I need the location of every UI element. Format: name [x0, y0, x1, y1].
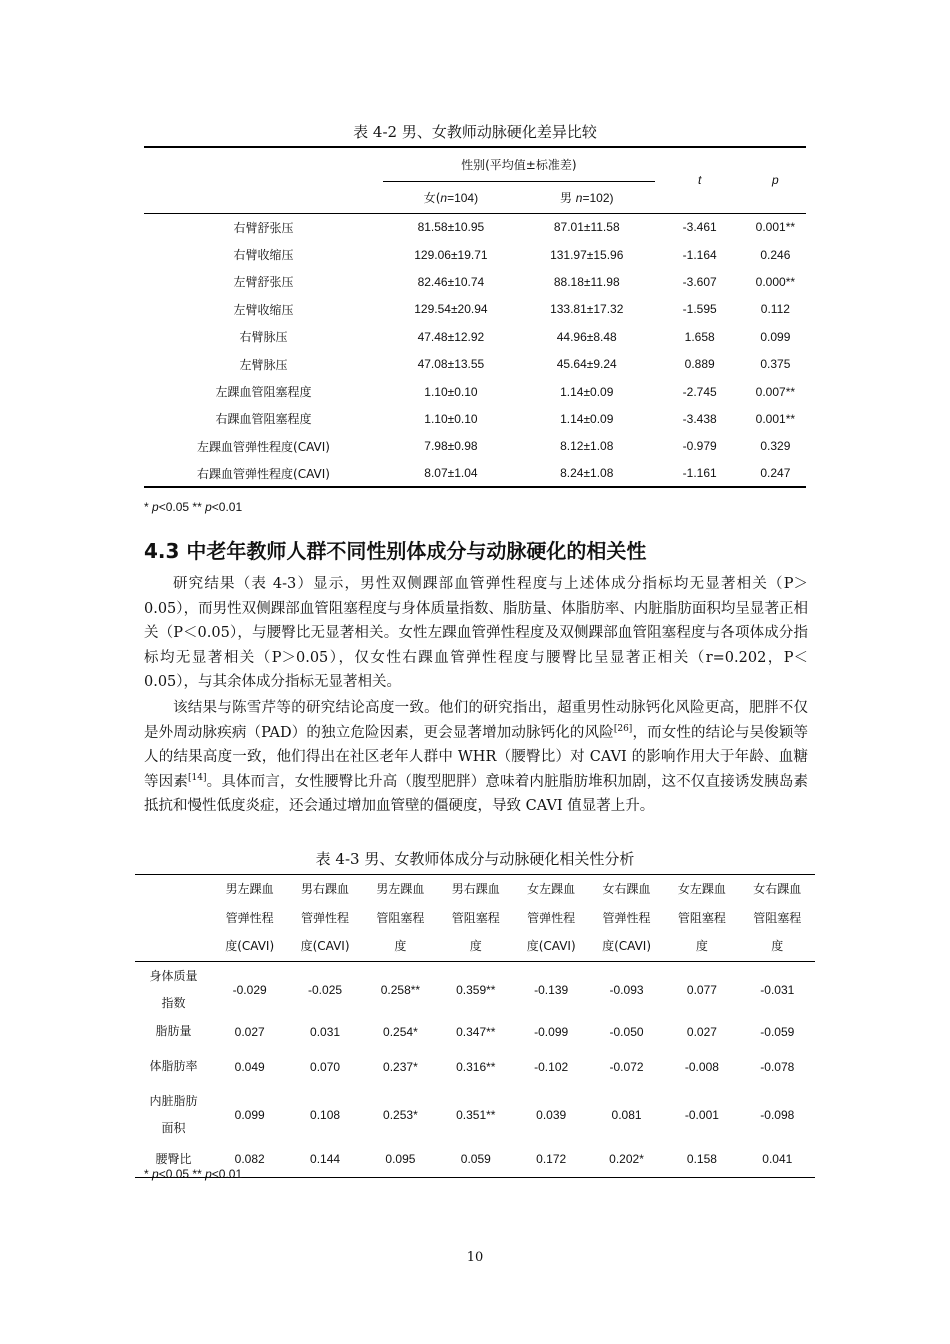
t-header: t [655, 147, 745, 213]
p-value: 0.001** [755, 411, 796, 426]
row-label [135, 1088, 212, 1142]
row-label: 左臂脉压 [239, 357, 288, 372]
table-row [135, 962, 815, 1018]
row-label-line: 指数 [161, 995, 186, 1010]
table-row [144, 296, 806, 323]
column-header [513, 875, 588, 962]
column-header [212, 875, 287, 962]
cell-value: -0.031 [760, 982, 795, 997]
cell-value: -0.139 [534, 982, 569, 997]
t-value: -1.595 [682, 302, 717, 317]
cell-value: -0.099 [534, 1024, 569, 1039]
row-label: 右踝血管弹性程度(CAVI) [144, 460, 383, 487]
row-label [135, 1018, 212, 1046]
cell-value: -0.025 [308, 982, 343, 997]
cell-value: 0.070 [310, 1059, 341, 1074]
header-line: 度(CAVI) [300, 939, 350, 954]
t-value: -3.438 [682, 411, 717, 426]
male-value: 87.01±11.58 [553, 220, 620, 235]
header-line: 管阻塞程 [451, 910, 500, 925]
t-value: -1.164 [682, 247, 717, 262]
male-value: 8.24±1.08 [519, 460, 655, 487]
column-header [438, 875, 513, 962]
header-line: 女左踝血 [677, 882, 726, 897]
table-4-2-note: * p<0.05 ** p<0.01 [144, 500, 243, 514]
table-4-3-note: * p<0.05 ** p<0.01 [144, 1167, 243, 1181]
cell-value: 0.254* [383, 1024, 418, 1039]
cell-value: 0.077 [686, 982, 717, 997]
row-label-line: 身体质量 [149, 968, 198, 983]
male-value: 45.64±9.24 [556, 357, 617, 372]
header-line: 度(CAVI) [602, 939, 651, 954]
column-header [664, 875, 739, 962]
table-row [135, 1018, 815, 1046]
table-row [144, 433, 806, 460]
row-label [135, 1046, 212, 1088]
header-line: 管阻塞程 [753, 910, 802, 925]
cell-value: 0.108 [310, 1107, 341, 1122]
table-row [144, 323, 806, 350]
female-value: 129.06±19.71 [414, 247, 488, 262]
cell-value: -0.029 [232, 982, 267, 997]
t-value: -3.461 [682, 220, 717, 235]
female-value: 82.46±10.74 [417, 274, 485, 289]
t-value: -2.745 [682, 384, 717, 399]
cell-value: 0.095 [363, 1142, 438, 1178]
t-value: -1.161 [655, 460, 745, 487]
male-value: 131.97±15.96 [550, 247, 624, 262]
cell-value: 0.237* [383, 1059, 418, 1074]
t-value: 1.658 [684, 329, 715, 344]
header-line: 男右踝血 [301, 882, 350, 897]
row-label: 右臂收缩压 [233, 248, 294, 263]
table-row [144, 268, 806, 295]
cell-value: -0.001 [684, 1107, 719, 1122]
paragraph-2: 该结果与陈雪芹等的研究结论高度一致。他们的研究指出，超重男性动脉钙化风险更高，肥胖不仅是外周动脉疾病（PAD）的独立危险因素，更会显著增加动脉钙化的风险[26]，而女性的结论与吴俊颖等人的结果高度一致，他们得出在社区老年人群中 WHR（腰臀比）对 CAVI 的影响作用大于年龄、血糖等因素[14]。具体而言，女性腰臀比升高（腹型肥胖）意味着内脏脂肪堆积加剧，这不仅直接诱发胰岛素抵抗和慢性低度炎症，还会通过增加血管壁的僵硬度，导致 CAVI 值显著上升。 [144, 700, 808, 815]
cell-value: -0.050 [609, 1024, 644, 1039]
row-label-line: 脂肪量 [155, 1024, 192, 1038]
table-row [144, 241, 806, 268]
header-line: 管弹性程 [301, 910, 350, 925]
citation-14: [14] [188, 772, 207, 783]
page-number: 10 [466, 1250, 484, 1265]
column-header [589, 875, 664, 962]
header-corner [135, 875, 212, 962]
header-line: 男右踝血 [451, 882, 500, 897]
cell-value: 0.049 [234, 1059, 265, 1074]
p-value: 0.112 [760, 302, 790, 317]
cell-value: -0.093 [609, 982, 644, 997]
header-line: 女右踝血 [602, 882, 651, 897]
p-value: 0.246 [760, 247, 791, 262]
cell-value: 0.099 [234, 1107, 265, 1122]
cell-value: 0.359** [456, 982, 496, 997]
cell-value: 0.158 [664, 1142, 739, 1178]
header-line: 管弹性程 [602, 910, 651, 925]
female-value: 8.07±1.04 [383, 460, 519, 487]
p-value: 0.375 [760, 357, 791, 372]
table-4-2 [144, 146, 806, 488]
table-4-3-caption: 表 4-3 男、女教师体成分与动脉硬化相关性分析 [315, 850, 635, 868]
column-header [363, 875, 438, 962]
p-value: 0.329 [760, 439, 791, 454]
header-line: 女左踝血 [527, 882, 576, 897]
cell-value: 0.172 [513, 1142, 588, 1178]
row-label: 左踝血管弹性程度(CAVI) [197, 439, 330, 454]
cell-value: 0.031 [310, 1024, 341, 1039]
row-label: 右臂脉压 [239, 330, 288, 345]
female-value: 47.08±13.55 [417, 357, 485, 372]
male-value: 88.18±11.98 [553, 274, 620, 289]
row-label [135, 962, 212, 1018]
header-line: 度(CAVI) [526, 939, 576, 954]
row-label: 左臂舒张压 [233, 275, 294, 290]
female-value: 129.54±20.94 [414, 302, 488, 317]
table-4-2-caption: 表 4-2 男、女教师动脉硬化差异比较 [353, 123, 597, 141]
table-4-3 [135, 874, 815, 1178]
female-value: 47.48±12.92 [417, 329, 485, 344]
male-value: 8.12±1.08 [560, 439, 614, 454]
header-line: 度 [394, 939, 407, 954]
citation-26: [26] [613, 723, 633, 734]
cell-value: 0.027 [234, 1024, 265, 1039]
header-line: 度 [695, 939, 708, 954]
table-row [135, 1088, 815, 1142]
cell-value: 0.258** [380, 982, 421, 997]
section-heading: 4.3 中老年教师人群不同性别体成分与动脉硬化的相关性 [144, 539, 647, 563]
cell-value: 0.316** [456, 1059, 496, 1074]
row-label-line: 腰臀比 [155, 1151, 192, 1166]
cell-value: 0.027 [686, 1024, 717, 1039]
header-line: 管弹性程 [225, 910, 274, 925]
header-line: 管阻塞程 [376, 910, 425, 925]
female-value: 1.10±0.10 [424, 411, 478, 426]
row-label: 左踝血管阻塞程度 [215, 385, 312, 400]
group-header: 性别(平均值±标准差) [383, 147, 655, 181]
table-row [144, 405, 806, 432]
column-header [740, 875, 815, 962]
row-label: 左臂收缩压 [233, 302, 294, 317]
cell-value: 0.253* [383, 1107, 418, 1122]
table-row [144, 214, 806, 241]
cell-value: -0.078 [760, 1059, 795, 1074]
header-line: 男左踝血 [225, 882, 274, 897]
header-line: 女右踝血 [753, 882, 802, 897]
t-value: -0.979 [682, 439, 717, 454]
cell-value: 0.059 [438, 1142, 513, 1178]
male-value: 1.14±0.09 [560, 411, 614, 426]
male-header: 男 n=102) [519, 181, 655, 213]
female-value: 1.10±0.10 [424, 384, 478, 399]
row-label-line: 面积 [161, 1120, 186, 1135]
table-row [135, 1046, 815, 1088]
male-value: 133.81±17.32 [550, 302, 624, 317]
column-header [287, 875, 362, 962]
header-line: 度 [469, 939, 482, 954]
cell-value: 0.082 [212, 1142, 287, 1178]
p-value: 0.099 [760, 329, 791, 344]
row-label-line: 内脏脂肪 [149, 1093, 198, 1108]
cell-value: -0.072 [609, 1059, 644, 1074]
cell-value: 0.347** [456, 1024, 496, 1039]
t-value: -3.607 [682, 274, 717, 289]
cell-value: -0.008 [684, 1059, 719, 1074]
p-header: p [745, 147, 806, 213]
header-line: 度(CAVI) [225, 939, 275, 954]
row-label: 右臂舒张压 [233, 220, 294, 235]
p-value: 0.007** [755, 384, 796, 399]
cell-value: 0.041 [740, 1142, 815, 1178]
table-row [144, 378, 806, 405]
cell-value: 0.202* [589, 1142, 664, 1178]
header-line: 管阻塞程 [677, 910, 726, 925]
cell-value: -0.059 [760, 1024, 795, 1039]
female-value: 81.58±10.95 [417, 220, 485, 235]
cell-value: 0.144 [287, 1142, 362, 1178]
female-header: 女(n=104) [383, 181, 519, 213]
header-line: 度 [771, 939, 784, 954]
male-value: 44.96±8.48 [556, 329, 617, 344]
row-label: 右踝血管阻塞程度 [215, 412, 312, 427]
male-value: 1.14±0.09 [560, 384, 614, 399]
table-row [144, 350, 806, 377]
cell-value: 0.039 [536, 1107, 567, 1122]
p-value: 0.001** [755, 220, 796, 235]
row-label-line: 体脂肪率 [149, 1059, 198, 1073]
header-line: 男左踝血 [376, 882, 425, 897]
t-value: 0.889 [684, 357, 715, 372]
cell-value: 0.081 [611, 1107, 642, 1122]
header-line: 管弹性程 [527, 910, 576, 925]
female-value: 7.98±0.98 [424, 439, 478, 454]
header-row [135, 875, 815, 962]
cell-value: 0.351** [456, 1107, 496, 1122]
p-value: 0.247 [745, 460, 806, 487]
cell-value: -0.098 [760, 1107, 795, 1122]
table-row [144, 460, 806, 487]
p-value: 0.000** [755, 274, 796, 289]
paragraph-1: 研究结果（表 4-3）显示，男性双侧踝部血管弹性程度与上述体成分指标均无显著相关（P＞0.05），而男性双侧踝部血管阻塞程度与身体质量指数、脂肪量、体脂肪率、内脏脂肪面积均呈显著正相关（P＜0.05），与腰臀比无显著相关。女性左踝血管弹性程度及双侧踝部血管阻塞程度与各项体成分指标均无显著相关（P＞0.05），仅女性右踝血管弹性程度与腰臀比呈显著正相关（r=0.202，P＜0.05），与其余体成分指标无显著相关。 [144, 576, 808, 691]
cell-value: -0.102 [534, 1059, 569, 1074]
